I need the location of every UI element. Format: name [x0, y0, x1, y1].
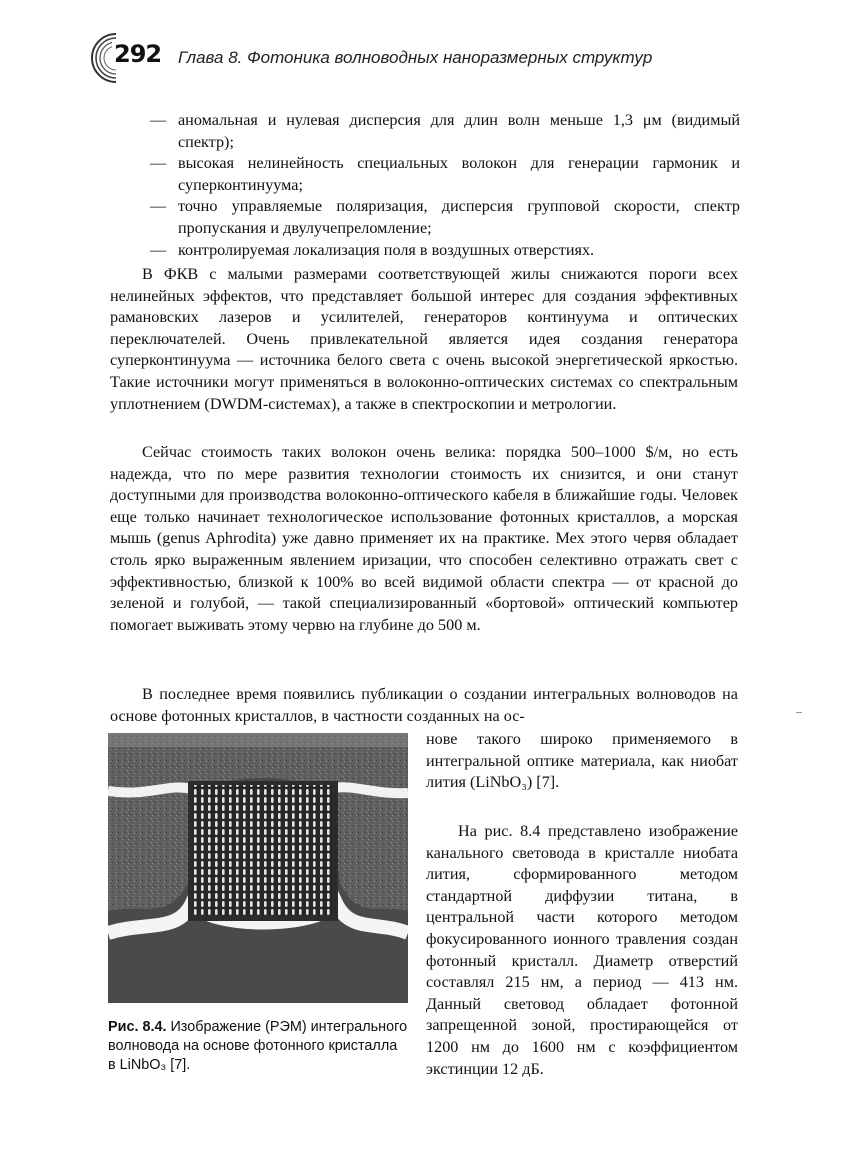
sem-waveguide-image	[108, 733, 408, 1003]
list-item-text: точно управляемые поляризация, дисперсия групповой скорости, спектр пропускания и двулучепреломление;	[178, 197, 740, 237]
list-item-text: аномальная и нулевая дисперсия для длин волн меньше 1,3 μм (видимый спектр);	[178, 111, 740, 151]
figure-label: Рис. 8.4.	[108, 1019, 167, 1035]
list-item	[150, 153, 740, 196]
list-item-text: высокая нелинейность специальных волокон для генерации гармоник и суперконтинуума;	[178, 154, 740, 194]
list-item	[150, 196, 740, 239]
paragraph-continuation: нове такого широко применяемого в интегральной оптике материала, как ниобат лития (LiNbO₃) [7].	[426, 730, 738, 792]
paragraph-cost-aphrodita: Сейчас стоимость таких волокон очень велика: порядка 500–1000 $/м, но есть надежда, что по мере развития технологии стоимость их снизится, и они станут доступными для производства волоконно-оптического кабеля в ближайшие годы. Человек еще только начинает технологическое использование фотонных кристаллов, а морская мышь (genus Aphrodita) уже давно применяет их на практике. Мех этого червя обладает столь ярко выраженным явлением иризации, что способен селективно отражать свет с эффективностью, близкой к 100% во всей видимой области спектра — от красной до зеленой и голубой, — такой специализированный «бортовой» оптический компьютер помогает выживать этому червю на глубине до 500 м.	[110, 443, 738, 634]
list-item	[150, 240, 740, 262]
dash-marker: —	[150, 111, 167, 129]
paragraph-photonic-fibers: В ФКВ с малыми размерами соответствующей жилы снижаются пороги всех нелинейных эффектов, что представляет большой интерес для создания эффективных рамановских лазеров и усилителей, генераторов континуума и оптических переключателей. Очень привлекательной является идея создания генератора суперконтинуума — источника белого света с очень высокой энергетической яркостью. Такие источники могут применяться в волоконно-оптических системах со спектральным уплотнением (DWDM-системах), а также в спектроскопии и метрологии.	[110, 265, 738, 413]
bullet-list	[150, 110, 740, 261]
paragraph-figure-description: На рис. 8.4 представлено изображение канального световода в кристалле ниобата лития, сформированного методом стандартной диффузии титана, в центральной части которого методом фокусированного ионного травления создан фотонный кристалл. Диаметр отверстий составлял 215 нм, а период — 413 нм. Данный световод обладает фотонной запрещенной зоной, простирающейся от 1200 нм до 1600 нм с коэффициентом экстинции 12 дБ.	[426, 822, 738, 1078]
list-item	[150, 110, 740, 153]
page-number-badge	[86, 30, 162, 84]
dash-marker: —	[150, 154, 167, 173]
running-head: Глава 8. Фотоника волноводных наноразмерных структур	[178, 48, 653, 67]
figure-caption-text: Изображение (РЭМ) интегрального волновода на основе фотонного кристалла в LiNbO₃ [7].	[108, 1019, 408, 1073]
list-item-text: контролируемая локализация поля в воздушных отверстиях.	[178, 240, 595, 259]
dash-marker: —	[150, 197, 167, 216]
page-header	[86, 26, 766, 86]
page-number: 292	[114, 40, 162, 68]
figure-caption	[108, 1018, 408, 1075]
dash-marker: —	[150, 240, 167, 259]
paragraph-integrated-waveguides: В последнее время появились публикации о создании интегральных волноводов на основе фотонных кристаллов, в частности созданных на ос-	[110, 685, 738, 725]
margin-mark	[796, 712, 802, 713]
